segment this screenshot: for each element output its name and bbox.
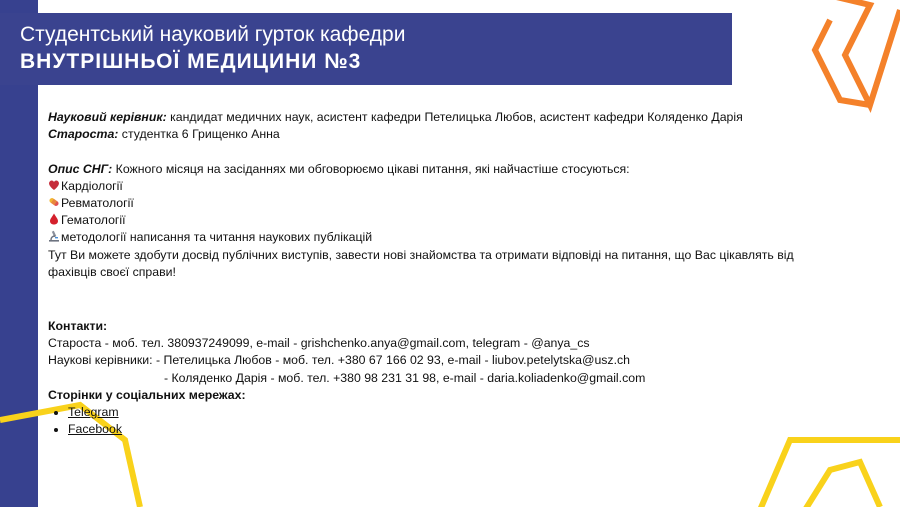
- topic-item: [48, 212, 838, 229]
- yellow-deco-line-bottom: [760, 440, 900, 507]
- contacts-label: Контакти:: [48, 319, 108, 334]
- microscope-icon: [48, 230, 60, 242]
- list-item: [68, 404, 838, 421]
- page-title-line2: ВНУТРІШНЬОЇ МЕДИЦИНИ №3: [20, 50, 362, 73]
- topic-label: методології написання та читання наукових публікацій: [61, 230, 373, 245]
- orange-deco-line: [828, 0, 900, 105]
- description-closing: Тут Ви можете здобути досвід публічних виступів, завести нові знайомства та отримати відповіді на питання, що Вас цікавлять від фахівців своєї справи!: [48, 247, 794, 279]
- topic-label: Ревматології: [61, 196, 134, 210]
- contacts-supervisors-line1: Наукові керівники: - Петелицька Любов - моб. тел. +380 67 166 02 93, e-mail - liubov.petelytska@usz.ch: [48, 353, 630, 368]
- pill-icon: [48, 196, 60, 208]
- topic-label: Кардіології: [61, 178, 123, 193]
- telegram-link[interactable]: Telegram: [68, 405, 119, 420]
- topic-item: [48, 178, 838, 195]
- description-label: Опис СНГ:: [48, 161, 113, 176]
- supervisor-label: Науковий керівник:: [48, 110, 167, 124]
- supervisor-text: кандидат медичних наук, асистент кафедри Петелицька Любов, асистент кафедри Коляденко Дарія: [166, 110, 743, 124]
- heart-icon: [48, 179, 60, 191]
- head-text: студентка 6 Грищенко Анна: [118, 127, 280, 142]
- topic-label: Гематології: [61, 213, 126, 228]
- orange-deco-line-2: [815, 20, 870, 105]
- contacts-supervisors-line2: - Коляденко Дарія - моб. тел. +380 98 231 31 98, e-mail - daria.koliadenko@gmail.com: [164, 370, 646, 385]
- yellow-deco-line-bottom-2: [805, 462, 880, 507]
- head-line: [48, 126, 838, 143]
- head-label: Староста:: [48, 127, 119, 142]
- topic-item: [48, 195, 838, 212]
- facebook-link[interactable]: Facebook: [68, 422, 123, 437]
- page-title-line1: Студентський науковий гурток кафедри: [20, 23, 406, 46]
- social-links-list: [48, 404, 838, 438]
- supervisor-line: [48, 109, 838, 126]
- topic-item: [48, 229, 838, 246]
- blood-drop-icon: [48, 213, 60, 225]
- description-text: Кожного місяця на засіданнях ми обговорюємо цікаві питання, які найчастіше стосуються:: [112, 161, 630, 176]
- list-item: [68, 421, 838, 438]
- contacts-head-line: Староста - моб. тел. 380937249099, e-mail - grishchenko.anya@gmail.com, telegram - @anya_cs: [48, 336, 590, 351]
- main-content: [48, 109, 838, 438]
- social-label: Сторінки у соціальних мережах:: [48, 387, 246, 402]
- description-line: [48, 161, 838, 178]
